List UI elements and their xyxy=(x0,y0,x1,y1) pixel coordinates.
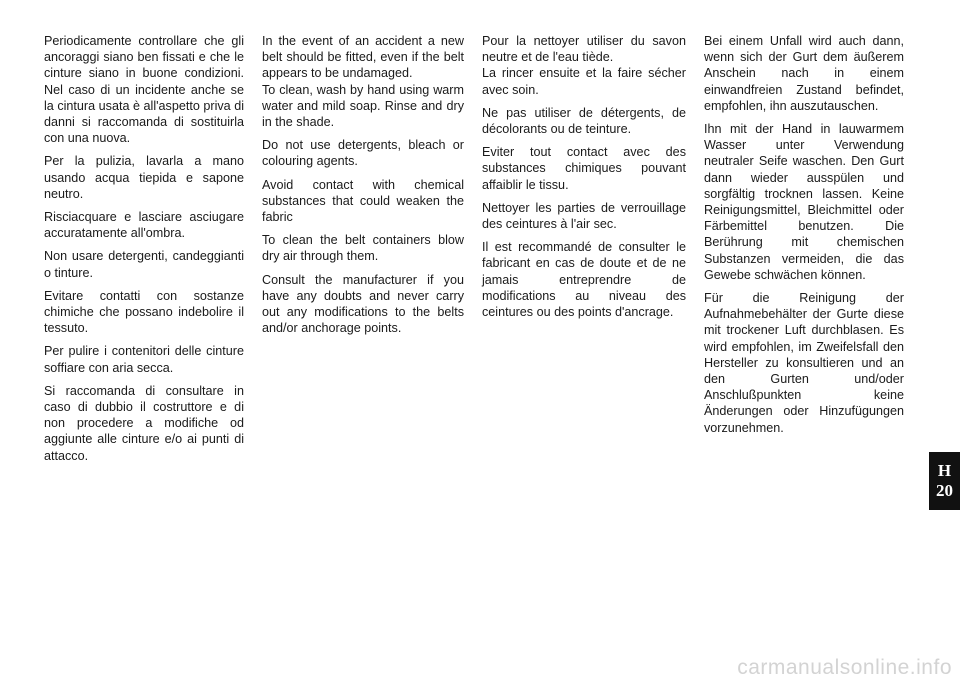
italian-paragraph: Periodicamente controllare che gli ancoraggi siano ben fissati e che le cinture siano in buone condizioni. Nel caso di un incidente anche se la cintura usata è all'aspetto priva di danni si raccomanda di sostituirla con una nuova. xyxy=(44,34,244,146)
german-paragraph: Bei einem Unfall wird auch dann, wenn sich der Gurt dem äußerem Anschein nach in einem einwandfreien Zustand befindet, empfohlen, ihn auszutauschen. xyxy=(704,34,904,113)
italian-paragraph: Per pulire i contenitori delle cinture soffiare con aria secca. xyxy=(44,344,244,375)
french-paragraph: La rincer ensuite et la faire sécher avec soin. xyxy=(482,66,686,97)
english-paragraph: In the event of an accident a new belt should be fitted, even if the belt appears to be undamaged. xyxy=(262,34,464,81)
english-paragraph: To clean, wash by hand using warm water and mild soap. Rinse and dry in the shade. xyxy=(262,82,464,130)
watermark: carmanualsonline.info xyxy=(737,656,952,679)
english-paragraph: Do not use detergents, bleach or colouring agents. xyxy=(262,138,464,169)
french-paragraph: Eviter tout contact avec des substances chimiques pouvant affaiblir le tissu. xyxy=(482,145,686,192)
page-number: 20 xyxy=(936,481,953,500)
section-letter: H xyxy=(937,461,952,480)
french-column xyxy=(482,33,686,327)
italian-paragraph: Non usare detergenti, candeggianti o tinture. xyxy=(44,249,244,280)
german-column xyxy=(704,33,904,443)
german-paragraph: Für die Reinigung der Aufnahmebehälter der Gurte diese mit trockener Luft durchblasen. Es wird empfohlen, im Zweifelsfall den Hersteller zu konsultieren und an den Gurten und/oder Anschlußpunkten keine Änderungen oder Hinzufügungen vorzunehmen. xyxy=(704,291,904,435)
section-page-tab xyxy=(929,452,960,510)
english-paragraph: Consult the manufacturer if you have any doubts and never carry out any modifications to the belts and/or anchorage points. xyxy=(262,272,464,336)
english-column xyxy=(262,33,464,343)
italian-paragraph: Si raccomanda di consultare in caso di dubbio il costruttore e di non procedere a modifiche od aggiunte alle cinture e/o ai punti di attacco. xyxy=(44,383,244,463)
german-paragraph: Ihn mit der Hand in lauwarmem Wasser unter Verwendung neutraler Seife waschen. Den Gurt dann wieder ausspülen und sorgfältig trocknen lassen. Keine Reinigungsmittel, Bleichmittel oder Färbemittel benutzen. Die Berührung mit chemischen Substanzen vermeiden, die das Gewebe schwächen können. xyxy=(704,122,904,282)
english-paragraph: To clean the belt containers blow dry air through them. xyxy=(262,233,464,264)
french-paragraph: Nettoyer les parties de verrouillage des ceintures à l'air sec. xyxy=(482,200,686,232)
italian-paragraph: Risciacquare e lasciare asciugare accuratamente all'ombra. xyxy=(44,210,244,241)
english-paragraph: Avoid contact with chemical substances that could weaken the fabric xyxy=(262,177,464,225)
french-paragraph: Pour la nettoyer utiliser du savon neutre et de l'eau tiède. xyxy=(482,34,686,65)
french-paragraph: Ne pas utiliser de détergents, de décolorants ou de teinture. xyxy=(482,105,686,137)
french-paragraph: Il est recommandé de consulter le fabricant en cas de doute et de ne jamais entreprendre de modifications au niveau des ceintures ou des points d'ancrage. xyxy=(482,240,686,320)
italian-column xyxy=(44,33,244,471)
italian-paragraph: Per la pulizia, lavarla a mano usando acqua tiepida e sapone neutro. xyxy=(44,154,244,201)
italian-paragraph: Evitare contatti con sostanze chimiche che possano indebolire il tessuto. xyxy=(44,288,244,336)
